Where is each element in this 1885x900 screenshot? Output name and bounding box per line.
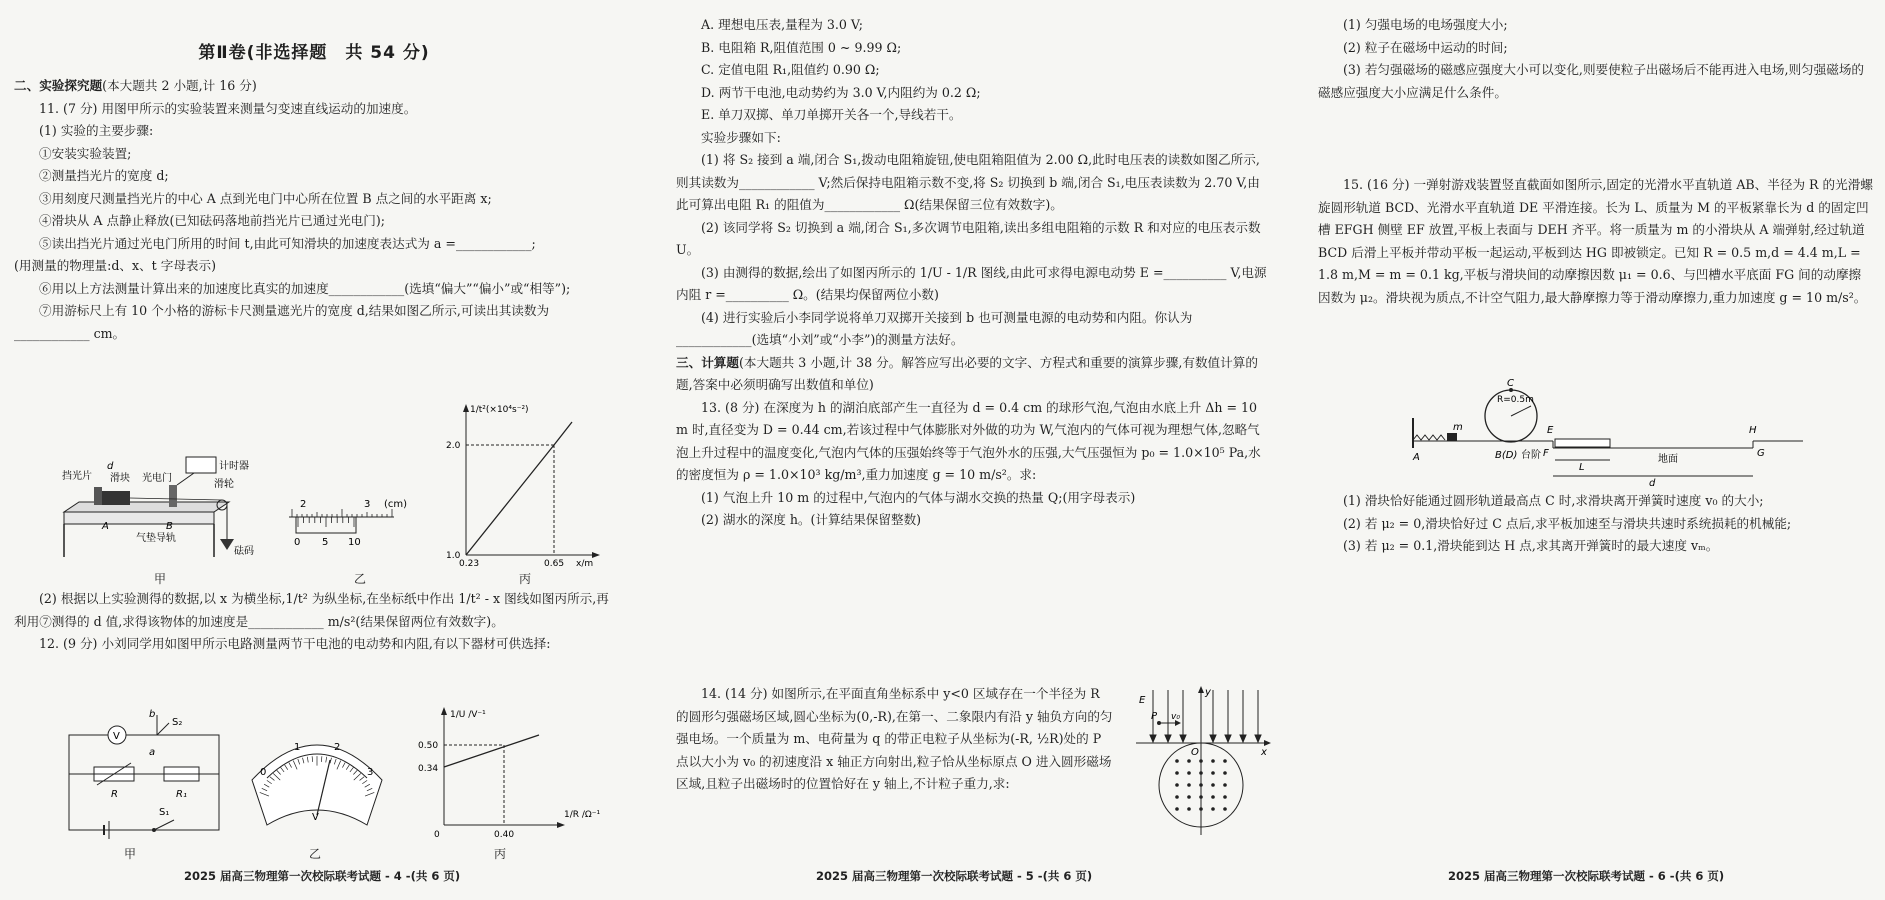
vernier-unit: (cm) [384,499,408,510]
circuit-S1: S₁ [159,807,170,818]
figure-voltmeter [242,720,392,840]
q15-E: E [1547,425,1554,436]
equip-E: E. 单刀双掷、单刀单掷开关各一个,导线若干。 [701,107,962,122]
q15-R: R=0.5m [1497,395,1534,405]
caption-yi: 乙 [354,572,367,586]
q12-step4: (4) 进行实验后小李同学说将单刀双掷开关接到 b 也可测量电源的电动势和内阻。你认为____________(选填“小刘”或“小李”)的测量方法好。 [676,309,1193,347]
q15-taijie: 台阶 [1521,450,1541,461]
q11-step1e-note: (用测量的物理量:d、x、t 字母表示) [14,258,217,273]
q12-graph-y050: 0.50 [418,741,439,751]
q15-BD: B(D) [1495,450,1518,461]
q15-L: L [1579,462,1585,473]
q14-part2: (2) 粒子在磁场中运动的时间; [1343,39,1508,55]
footer-page4: 2025 届高三物理第一次校际联考试题 - 4 -(共 6 页) [184,869,461,883]
meter-V: V [312,812,319,823]
steps-heading: 实验步骤如下: [701,129,781,145]
figure-yi-vernier [284,495,434,555]
graph-bing-y2: 2.0 [446,441,461,451]
q15-m: m [1453,422,1463,433]
label-A: A [102,521,109,532]
q13-part2: (2) 湖水的深度 h。(计算结果保留整数) [701,512,922,527]
label-fama: 砝码 [234,546,254,557]
meter-2: 2 [334,742,341,753]
equip-C: C. 定值电阻 R₁,阻值约 0.90 Ω; [701,62,880,77]
figure-q14 [1131,685,1271,840]
q11-step1b: ②测量挡光片的宽度 d; [39,168,169,183]
q11-intro: 11. (7 分) 用图甲所示的实验装置来测量匀变速直线运动的加速度。 [39,100,417,116]
meter-0: 0 [260,767,267,778]
meter-1: 1 [294,742,301,753]
page-4 [14,0,614,900]
equip-B: B. 电阻箱 R,阻值范围 0 ~ 9.99 Ω; [701,39,902,55]
vernier-10: 10 [348,537,361,548]
caption-circuit-jia: 甲 [124,847,137,861]
figure-circuit [59,705,229,845]
q11-step1c: ③用刻度尺测量挡光片的中心 A 点到光电门中心所在位置 B 点之间的水平距离 x; [39,190,492,206]
q15-G: G [1757,448,1765,459]
caption-bing: 丙 [519,572,532,586]
q12-step2: (2) 该同学将 S₂ 切换到 a 端,闭合 S₁,多次调节电阻箱,读出多组电阻箱的示数 R 和对应的电压表示数 U。 [676,219,1261,257]
label-B: B [166,521,173,532]
figure-q12-graph [414,705,614,845]
q14-part1: (1) 匀强电场的电场强度大小; [1343,17,1508,32]
label-dangguangpian: 挡光片 [62,471,92,482]
figure-bing-graph [444,400,604,570]
q15-d: d [1649,478,1656,488]
q15-part3: (3) 若 μ₂ = 0.1,滑块能到达 H 点,求其离开弹簧时的最大速度 vₘ。 [1343,538,1719,553]
q12-graph-y034: 0.34 [418,764,439,774]
label-guangdianmen: 光电门 [142,473,172,484]
footer-page6: 2025 届高三物理第一次校际联考试题 - 6 -(共 6 页) [1448,869,1725,883]
label-qidiandaogui: 气垫导轨 [136,533,176,544]
section2-note: (本大题共 2 小题,计 16 分) [102,78,257,93]
caption-q12-bing: 丙 [494,847,507,861]
vernier-0: 0 [294,537,301,548]
q12-graph-xlabel: 1/R /Ω⁻¹ [564,810,601,820]
section3-heading: 三、计算题 [676,354,739,370]
circuit-R1: R₁ [176,789,187,800]
q15-A: A [1413,452,1420,463]
q15-C: C [1507,378,1514,389]
q11-step1e: ⑤读出挡光片通过光电门所用的时间 t,由此可知滑块的加速度表达式为 a =____________; [39,235,536,251]
caption-meter-yi: 乙 [309,847,322,861]
q15-stem: 15. (16 分) 一弹射游戏装置竖直截面如图所示,固定的光滑水平直轨道 AB、半径为 R 的光滑螺旋圆形轨道 BCD、光滑水平直轨道 DE 平滑连接。长为 L、质量为 M 的平板紧靠长为 d 的固定凹槽 EFGH 侧壁 EF 放置,平板上表面与 DEH 齐平。将一质量为 m 的小滑块从 A 端弹射,经过轨道 BCD 后滑上平板并带动平板一起运动,平板到达 HG 即被锁定。已知 R = 0.5 m,d = 4.4 m,L = 1.8 m,M = m = 0.1 kg,平板与滑块间的动摩擦因数 μ₁ = 0.6、与凹槽水平底面 FG 间的动摩擦因数为 μ₂。滑块视为质点,不计空气阻力,最大静摩擦力等于滑动摩擦力,重力加速度 g = 10 m/s²。 [1318,177,1873,305]
q14-stem: 14. (14 分) 如图所示,在平面直角坐标系中 y<0 区域存在一个半径为 R 的圆形匀强磁场区域,圆心坐标为(0,-R),在第一、二象限内有沿 y 轴负方向的匀强电场。一个质量为 m、电荷量为 q 的带正电粒子从坐标为(-R, ½R)处的 P 点以大小为 v₀ 的初速度沿 x 轴正方向射出,粒子恰从坐标原点 O 进入圆形磁场区域,且粒子出磁场时的位置恰好在 y 轴上,不计粒子重力,求: [676,686,1113,791]
q13-part1: (1) 气泡上升 10 m 的过程中,气泡内的气体与湖水交换的热量 Q;(用字母表示) [701,489,1136,505]
q14-part3: (3) 若匀强磁场的磁感应强度大小可以变化,则要使粒子出磁场后不能再进入电场,则匀强磁场的磁感应强度大小应满足什么条件。 [1318,62,1865,100]
graph-bing-x1: 0.23 [459,559,480,569]
footer-page5: 2025 届高三物理第一次校际联考试题 - 5 -(共 6 页) [816,869,1093,883]
page-5 [676,0,1271,900]
graph-bing-x2: 0.65 [544,559,565,569]
circuit-S2: S₂ [172,717,183,728]
q15-H: H [1749,425,1757,436]
circuit-b: b [149,709,156,720]
q15-part2: (2) 若 μ₂ = 0,滑块恰好过 C 点后,求平板加速至与滑块共速时系统损耗的机械能; [1343,515,1792,531]
q11-step1: (1) 实验的主要步骤: [39,123,154,138]
q15-F: F [1543,448,1549,459]
equip-D: D. 两节干电池,电动势约为 3.0 V,内阻约为 0.2 Ω; [701,84,981,100]
circuit-R: R [111,789,118,800]
vernier-5: 5 [322,537,329,548]
q13-stem: 13. (8 分) 在深度为 h 的湖泊底部产生一直径为 d = 0.4 cm 的球形气泡,气泡由水底上升 Δh = 10 m 时,直径变为 D = 0.44 cm,若该过程中气体膨胀对外做的功为 W,气泡内的气体可视为理想气体,忽略气泡上升过程中的温度变化,气泡内气体的压强始终等于气泡外水的压强,大气压强恒为 p₀ = 1.0×10⁵ Pa,水的密度恒为 ρ = 1.0×10³ kg/m³,重力加速度 g = 10 m/s²。求: [676,399,1261,482]
q11-step1g: ⑦用游标尺上有 10 个小格的游标卡尺测量遮光片的宽度 d,结果如图乙所示,可读出其读数为____________ cm。 [14,303,550,341]
equip-A: A. 理想电压表,量程为 3.0 V; [701,17,863,32]
circuit-V: V [113,731,120,742]
figure-jia-apparatus [54,447,294,567]
q12-graph-ylabel: 1/U /V⁻¹ [450,710,486,720]
graph-bing-xlabel: x/m [576,559,594,569]
section2-heading: 二、实验探究题 [14,78,103,93]
q11-step2: (2) 根据以上实验测得的数据,以 x 为横坐标,1/t² 为纵坐标,在坐标纸中作出 1/t² - x 图线如图丙所示,再利用⑦测得的 d 值,求得该物体的加速度是____________ m/s²(结果保留两位有效数字)。 [14,591,609,629]
section3-note: (本大题共 3 小题,计 38 分。解答应写出必要的文字、方程式和重要的演算步骤,有数值计算的题,答案中必须明确写出数值和单位) [676,354,1258,392]
page-title: 第Ⅱ卷(非选择题 共 54 分) [198,43,430,63]
q11-step1f: ⑥用以上方法测量计算出来的加速度比真实的加速度____________(选填“偏大”“偏小”或“相等”); [39,280,571,296]
label-hualun: 滑轮 [214,479,234,490]
q11-step1d: ④滑块从 A 点静止释放(已知砝码落地前挡光片已通过光电门); [39,213,386,228]
vernier-main-3: 3 [364,499,371,510]
label-jishiqi: 计时器 [219,461,249,472]
vernier-main-2: 2 [300,499,307,510]
q12-graph-origin: 0 [434,830,440,840]
label-huakuai: 滑块 [110,473,130,484]
circuit-a: a [149,747,156,758]
q14-O: O [1191,747,1199,758]
q11-step1a: ①安装实验装置; [39,145,132,161]
q12-step3: (3) 由测得的数据,绘出了如图丙所示的 1/U - 1/R 图线,由此可求得电源电动势 E =__________ V,电源内阻 r =__________ Ω。(结果均保留两位小数) [676,264,1267,302]
graph-bing-y1: 1.0 [446,551,461,561]
meter-3: 3 [367,767,374,778]
figure-q15 [1403,378,1823,488]
q12-step1: (1) 将 S₂ 接到 a 端,闭合 S₁,拨动电阻箱旋钮,使电阻箱阻值为 2.00 Ω,此时电压表的读数如图乙所示,则其读数为____________ V;然后保持电阻箱示数不变,将 S₂ 切换到 b 端,闭合 S₁,电压表读数为 2.70 V,由此可算出电阻 R₁ 的阻值为____________ Ω(结果保留三位有效数字)。 [676,152,1260,212]
q14-x: x [1261,747,1267,758]
q15-part1: (1) 滑块恰好能通过圆形轨道最高点 C 时,求滑块离开弹簧时速度 v₀ 的大小; [1343,493,1764,508]
q14-E: E [1139,695,1146,706]
q12-graph-x040: 0.40 [494,830,515,840]
q14-y: y [1205,687,1211,698]
page-6 [1318,0,1873,900]
q14-P: P [1151,711,1158,722]
q12-intro: 12. (9 分) 小刘同学用如图甲所示电路测量两节干电池的电动势和内阻,有以下器材可供选择: [39,636,551,651]
q15-dimian: 地面 [1658,454,1678,465]
graph-bing-ylabel: 1/t²(×10⁴s⁻²) [470,405,529,415]
label-d: d [107,461,114,472]
caption-jia: 甲 [154,572,167,586]
q14-v0: v₀ [1171,712,1180,722]
